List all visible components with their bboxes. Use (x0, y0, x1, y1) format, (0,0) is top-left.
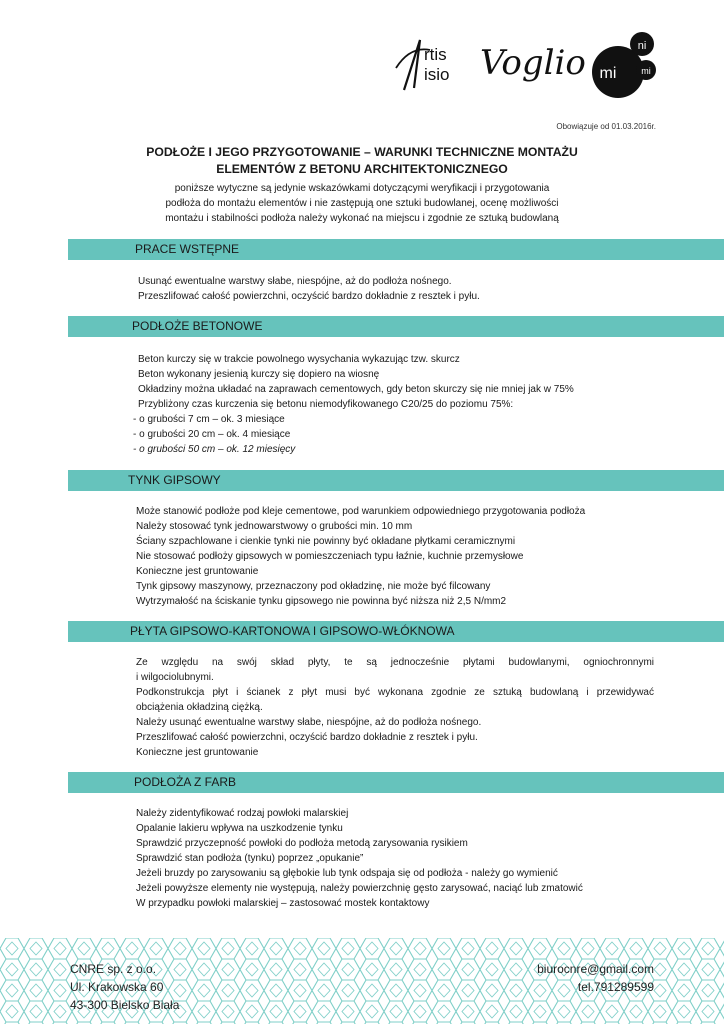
body-line: Tynk gipsowy maszynowy, przeznaczony pod okładzinę, nie może być filcowany (136, 581, 491, 592)
section-body-plyta-gipsowa (136, 655, 654, 760)
section-heading-label: PŁYTA GIPSOWO-KARTONOWA I GIPSOWO-WŁÓKNOWA (130, 624, 455, 638)
section-heading-label: PODŁOŻE BETONOWE (132, 319, 263, 333)
document-title (0, 144, 724, 178)
section-heading-label: TYNK GIPSOWY (128, 473, 221, 487)
body-line: Nie stosować podłoży gipsowych w pomieszczeniach typu łaźnie, kuchnie przemysłowe (136, 551, 524, 562)
body-line: Konieczne jest gruntowanie (136, 566, 259, 577)
section-body-tynk-gipsowy (136, 504, 585, 609)
body-line: - o grubości 20 cm – ok. 4 miesiące (133, 429, 291, 440)
email-link[interactable]: biurocnre@gmail.com (537, 962, 654, 976)
body-line: Sprawdzić przyczepność powłoki do podłoża metodą zarysowania rysikiem (136, 838, 468, 849)
svg-text:mi: mi (599, 65, 617, 82)
title-line-1: PODŁOŻE I JEGO PRZYGOTOWANIE – WARUNKI TECHNICZNE MONTAŻU (146, 145, 578, 159)
voglio-logo: Voglio (480, 43, 586, 83)
body-line: Beton kurczy się w trakcie powolnego wysychania wykazując tzw. skurcz (138, 354, 460, 365)
body-line: Jeżeli powyższe elementy nie występują, należy powierzchnię gęsto zarysować, naciąć lub zmatowić (136, 883, 583, 894)
section-body-podloze-betonowe (133, 352, 574, 457)
body-line: Należy usunąć ewentualne warstwy słabe, niespójne, aż do podłoża nośnego. (136, 717, 482, 728)
section-body-prace-wstepne (138, 274, 480, 304)
svg-text:mi: mi (641, 66, 651, 76)
body-line: Ściany szpachlowane i cienkie tynki nie powinny być okładane płytkami ceramicznymi (136, 536, 516, 547)
company-name: CNRE sp. z o.o. (70, 962, 157, 976)
section-heading-label: PODŁOŻA Z FARB (134, 775, 237, 789)
body-line: Konieczne jest gruntowanie (136, 747, 259, 758)
artis-visio-logo (396, 40, 450, 90)
body-line: Ze względu na swój skład płyty, te są jednocześnie płytami budowlanymi, ogniochronnymi (136, 657, 654, 668)
footer-address (70, 960, 179, 1014)
body-line: Jeżeli bruzdy po zarysowaniu są głębokie lub tynk odspaja się od podłoża - należy go wymienić (136, 868, 558, 879)
intro-note (0, 181, 724, 226)
body-line: Okładziny można układać na zaprawach cementowych, gdy beton skurczy się nie mniej jak w 75% (138, 384, 574, 395)
effective-date: Obowiązuje od 01.03.2016r. (556, 122, 656, 131)
body-line: - o grubości 7 cm – ok. 3 miesiące (133, 414, 285, 425)
city-address: 43-300 Bielsko Biała (70, 998, 180, 1012)
intro-line: podłoża do montażu elementów i nie zastępują one sztuki budowlanej, ocenę możliwości (165, 198, 559, 209)
body-line: W przypadku powłoki malarskiej – zastosować mostek kontaktowy (136, 898, 430, 909)
body-line: Należy stosować tynk jednowarstwowy o grubości min. 10 mm (136, 521, 413, 532)
body-line: Opalanie lakieru wpływa na uszkodzenie tynku (136, 823, 343, 834)
body-line: Przybliżony czas kurczenia się betonu niemodyfikowanego C20/25 do poziomu 75%: (138, 399, 514, 410)
body-line: Może stanowić podłoże pod kleje cementowe, pod warunkiem odpowiedniego przygotowania podłoża (136, 506, 586, 517)
svg-text:rtis: rtis (424, 45, 447, 64)
body-line: i wilgociolubnymi. (136, 672, 214, 683)
title-line-2: ELEMENTÓW Z BETONU ARCHITEKTONICZNEGO (216, 162, 508, 176)
mimi-logo (592, 32, 656, 98)
svg-text:ni: ni (637, 40, 647, 52)
body-line: Wytrzymałość na ściskanie tynku gipsowego nie powinna być niższa niż 2,5 N/mm2 (136, 596, 507, 607)
body-line: Przeszlifować całość powierzchni, oczyścić bardzo dokładnie z resztek i pyłu. (136, 732, 478, 743)
intro-line: montażu i stabilności podłoża należy wykonać na miejscu i zgodnie ze sztuką budowlaną (165, 213, 559, 224)
body-line: Przeszlifować całość powierzchni, oczyścić bardzo dokładnie z resztek i pyłu. (138, 291, 480, 302)
body-line: Beton wykonany jesienią kurczy się dopiero na wiosnę (138, 369, 380, 380)
body-line: Sprawdzić stan podłoża (tynku) poprzez „opukanie” (136, 853, 364, 864)
body-line: Podkonstrukcja płyt i ścianek z płyt musi być wykonana zgodnie ze sztuką budowlaną i przewidywać (136, 687, 654, 698)
section-heading-prace-wstepne (68, 239, 724, 260)
body-line: obciążenia okładziną ciężką. (136, 702, 263, 713)
section-heading-podloze-betonowe (68, 316, 724, 337)
body-line: Usunąć ewentualne warstwy słabe, niespójne, aż do podłoża nośnego. (138, 276, 452, 287)
body-line: - o grubości 50 cm – ok. 12 miesięcy (133, 444, 296, 455)
body-line: Należy zidentyfikować rodzaj powłoki malarskiej (136, 808, 349, 819)
street-address: Ul. Krakowska 60 (70, 980, 164, 994)
section-heading-plyta-gipsowa (68, 621, 724, 642)
footer-contact (537, 960, 654, 996)
section-heading-tynk-gipsowy (68, 470, 724, 491)
intro-line: poniższe wytyczne są jedynie wskazówkami dotyczącymi weryfikacji i przygotowania (174, 183, 550, 194)
section-heading-label: PRACE WSTĘPNE (135, 242, 240, 256)
brand-logos (390, 28, 660, 98)
section-body-podloza-z-farb (136, 806, 583, 911)
section-heading-podloza-z-farb (68, 772, 724, 793)
phone-number: tel.791289599 (577, 980, 654, 994)
svg-text:isio: isio (424, 65, 450, 84)
